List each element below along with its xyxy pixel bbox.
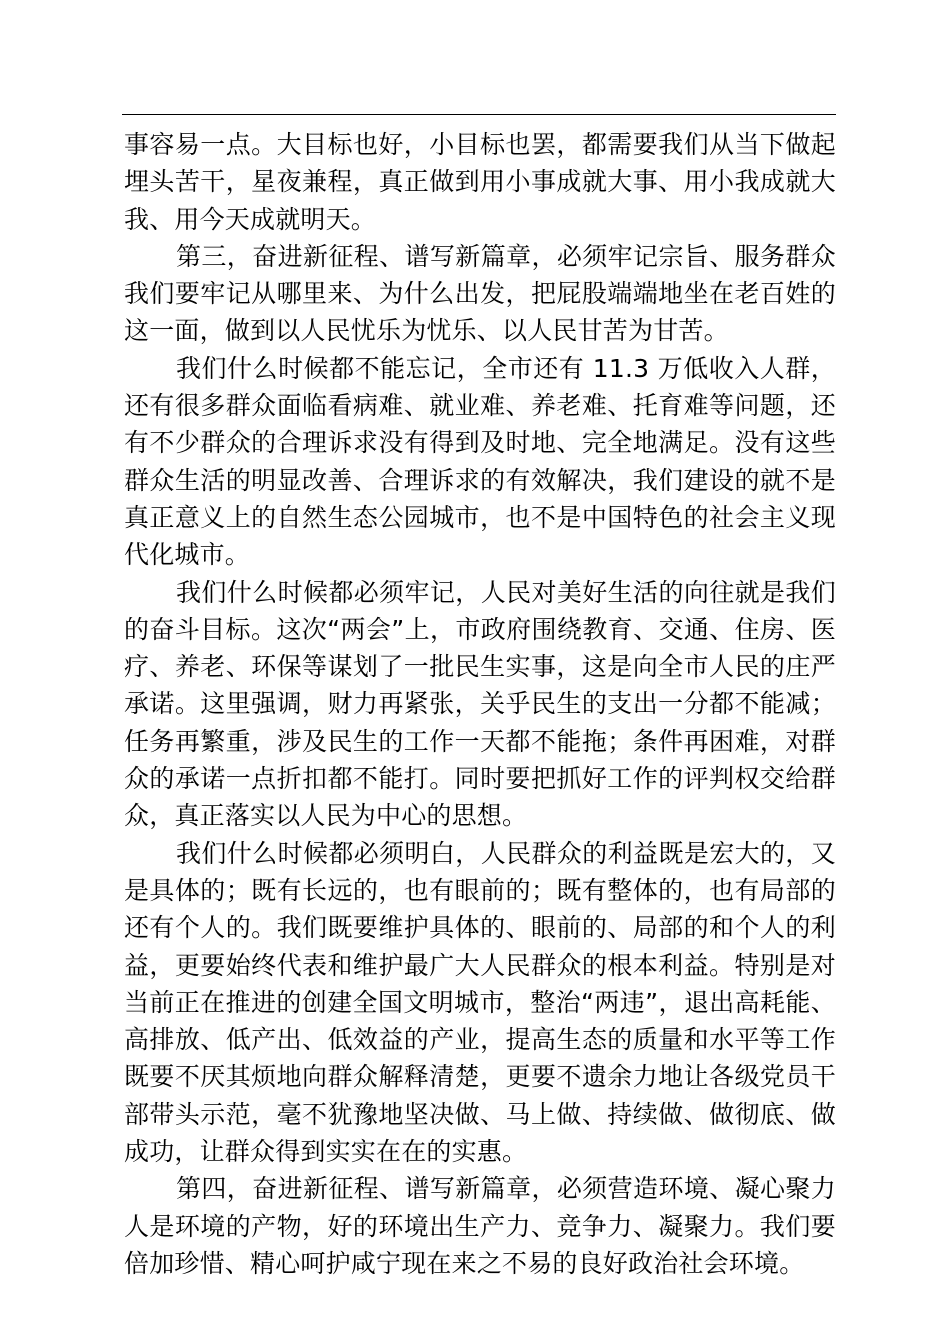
paragraph-6: 第四，奋进新征程、谱写新篇章，必须营造环境、凝心聚力人是环境的产物，好的环境出生产力、竞争力、凝聚力。我们要倍加珍惜、精心呵护咸宁现在来之不易的良好政治社会环境。 <box>124 1174 836 1278</box>
paragraph-1: 事容易一点。大目标也好，小目标也罢，都需要我们从当下做起埋头苦干，星夜兼程，真正做到用小事成就大事、用小我成就大我、用今天成就明天。 <box>124 130 836 234</box>
paragraph-4: 我们什么时候都必须牢记，人民对美好生活的向往就是我们的奋斗目标。这次“两会”上，市政府围绕教育、交通、住房、医疗、养老、环保等谋划了一批民生实事，这是向全市人民的庄严承诺。这里强调，财力再紧张，关乎民生的支出一分都不能减；任务再繁重，涉及民生的工作一天都不能拖；条件再困难，对群众的承诺一点折扣都不能打。同时要把抓好工作的评判权交给群众，真正落实以人民为中心的思想。 <box>124 577 836 831</box>
paragraph-2: 第三，奋进新征程、谱写新篇章，必须牢记宗旨、服务群众我们要牢记从哪里来、为什么出发，把屁股端端地坐在老百姓的这一面，做到以人民忧乐为忧乐、以人民甘苦为甘苦。 <box>124 241 836 346</box>
paragraph-5: 我们什么时候都必须明白，人民群众的利益既是宏大的，又是具体的；既有长远的，也有眼前的；既有整体的，也有局部的还有个人的。我们既要维护具体的、眼前的、局部的和个人的利益，更要始终代表和维护最广大人民群众的根本利益。特别是对当前正在推进的创建全国文明城市，整治“两违”，退出高耗能、高排放、低产出、低效益的产业，提高生态的质量和水平等工作既要不厌其烦地向群众解释清楚，更要不遗余力地让各级党员干部带头示范，毫不犹豫地坚决做、马上做、持续做、做彻底、做成功，让群众得到实实在在的实惠。 <box>124 838 836 1167</box>
body-text <box>124 126 836 1282</box>
paragraph-3: 我们什么时候都不能忘记，全市还有 11.3 万低收入人群，还有很多群众面临看病难、就业难、养老难、托育难等问题，还有不少群众的合理诉求没有得到及时地、完全地满足。没有这些群众生活的明显改善、合理诉求的有效解决，我们建设的就不是真正意义上的自然生态公园城市，也不是中国特色的社会主义现代化城市。 <box>124 353 836 570</box>
header-rule <box>122 114 836 115</box>
